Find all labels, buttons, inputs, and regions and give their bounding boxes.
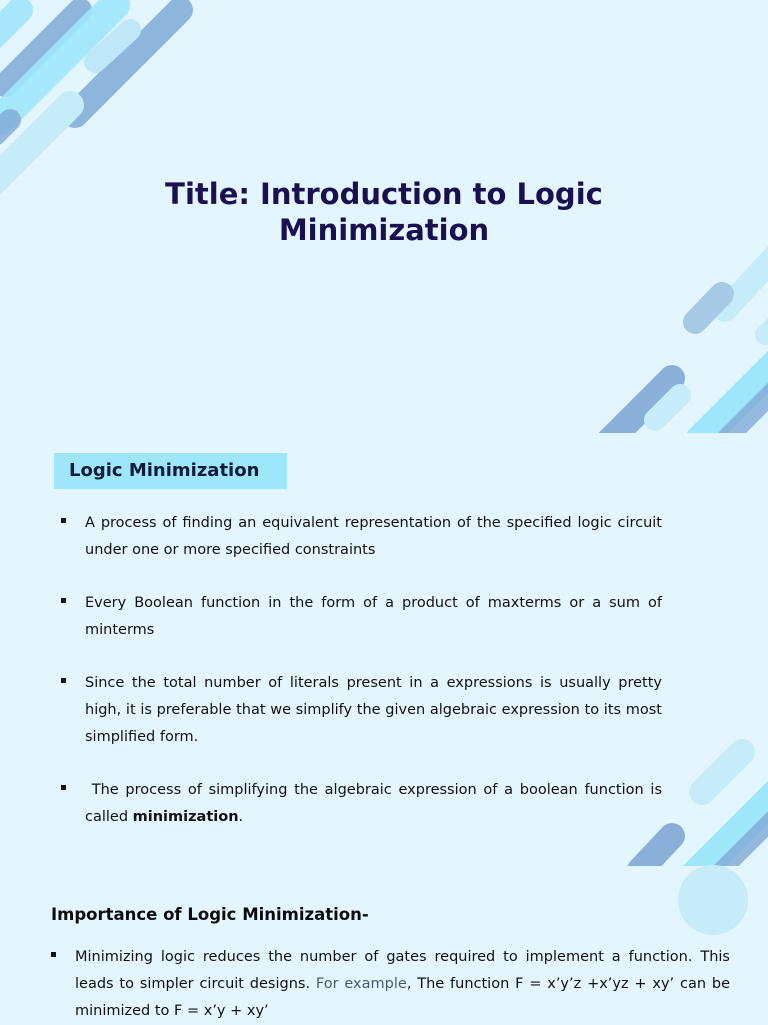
item-text: Minimizing logic reduces the number of gates required to implement a function. This leads to simpler circuit designs. bbox=[75, 949, 730, 992]
bullet-text: The process of simplifying the algebraic expression of a boolean function is called bbox=[85, 782, 667, 825]
list-item bbox=[60, 510, 662, 564]
square-bullet-icon bbox=[61, 518, 66, 523]
bullet-text: A process of finding an equivalent representation of the specified logic circuit under one or more specified constraints bbox=[85, 515, 662, 558]
square-bullet-icon bbox=[61, 598, 66, 603]
bold-term: minimization bbox=[132, 809, 239, 825]
bullet-text: Since the total number of literals present in a expressions is usually pretty high, it is preferable that we simplify the given algebraic expression to its most simplified form. bbox=[85, 675, 662, 745]
importance-list bbox=[50, 944, 730, 1025]
bullet-text-end: . bbox=[238, 809, 244, 825]
square-bullet-icon bbox=[61, 785, 66, 790]
square-bullet-icon bbox=[51, 952, 56, 957]
list-item bbox=[50, 944, 730, 1025]
importance-heading: Importance of Logic Minimization- bbox=[51, 905, 369, 924]
section-heading: Logic Minimization bbox=[54, 453, 287, 489]
slide-title: Title: Introduction to Logic Minimization bbox=[165, 177, 603, 247]
square-bullet-icon bbox=[61, 678, 66, 683]
bullet-list bbox=[60, 510, 667, 831]
item-text-end: , The function F = x’y’z +x’yz + xy’ can be minimized to F = x’y + xy’ bbox=[75, 976, 730, 1019]
list-item bbox=[60, 777, 667, 831]
list-item bbox=[60, 590, 662, 644]
list-item bbox=[60, 670, 662, 751]
example-link[interactable]: For example bbox=[315, 976, 407, 992]
bullet-text: Every Boolean function in the form of a product of maxterms or a sum of minterms bbox=[85, 595, 662, 638]
